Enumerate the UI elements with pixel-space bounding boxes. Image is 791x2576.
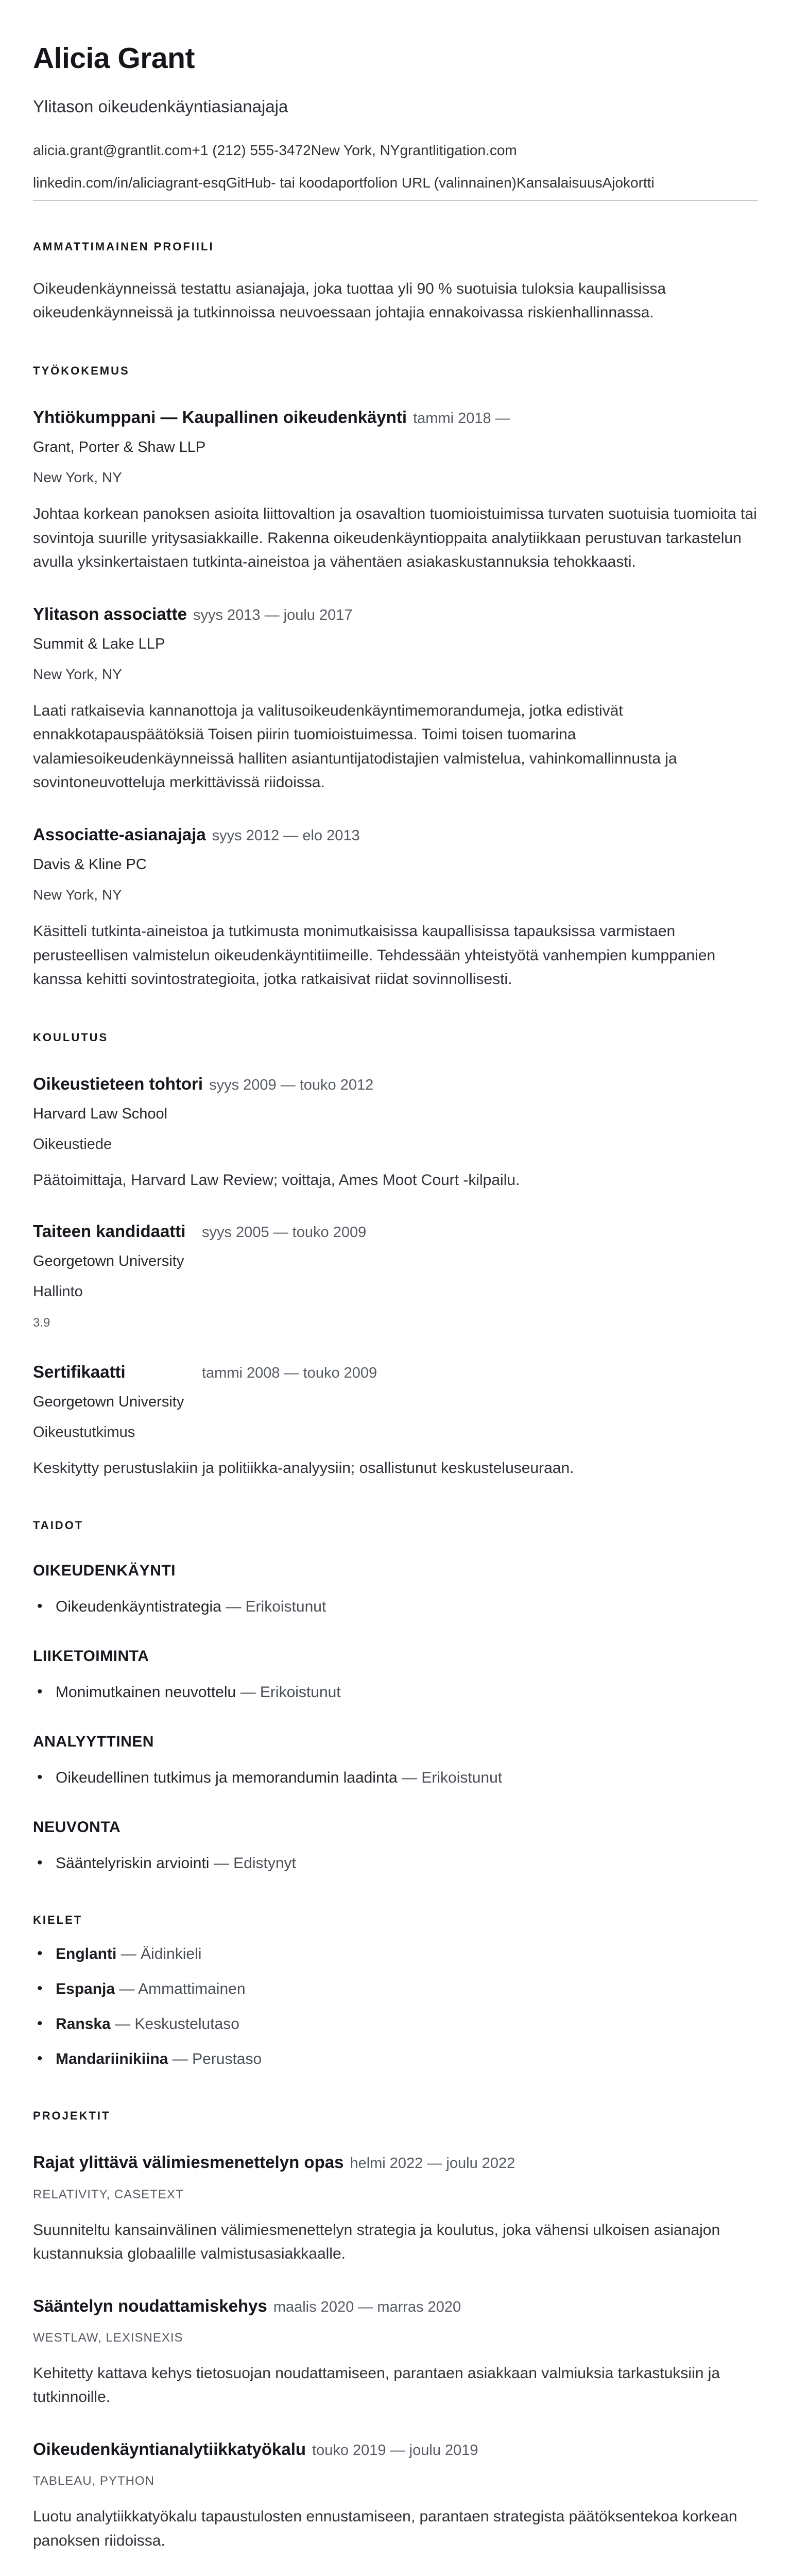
linkedin-text: linkedin.com/in/aliciagrant-esq [33, 174, 227, 191]
degree-title: Sertifikaatti [33, 1362, 126, 1382]
field-of-study: Oikeustiede [33, 1136, 112, 1153]
dash-separator: — [226, 1598, 242, 1616]
job-title: Associatte-asianajaja [33, 824, 206, 844]
dash-separator: — [119, 1980, 135, 1998]
dash-separator: — [115, 2015, 131, 2033]
project-entry [33, 2151, 758, 2266]
project-description: Kehitetty kattava kehys tietosuojan noudattamiseen, parantaen asiakkaan valmiuksia tarkastuksiin ja tutkinnoille. [33, 2364, 720, 2406]
job-head [33, 406, 758, 428]
language-list [33, 1943, 758, 2070]
education-dates: syys 2005 — touko 2009 [202, 1224, 367, 1241]
skill-list [33, 1767, 758, 1789]
license-placeholder-text: Ajokortti [602, 174, 655, 191]
skill-category: ANALYYTTINEN [33, 1733, 154, 1751]
resume-header [33, 43, 758, 201]
dash-separator: — [213, 1855, 229, 1872]
skill-category: OIKEUDENKÄYNTI [33, 1562, 176, 1580]
language-item [33, 1943, 758, 1965]
project-dates: maalis 2020 — marras 2020 [273, 2298, 461, 2315]
job-entry [33, 824, 758, 992]
job-description: Käsitteli tutkinta-aineistoa ja tutkimusta monimutkaisissa kaupallisissa tapauksissa varmistaen perusteellisen valmistelun oikeudenkäyntitiimeille. Tehdessään yhteistyötä vanhempien kumppanien kanssa kehitti sovintostrategioita, jotka ratkaisivat riidat sovinnollisesti. [33, 923, 716, 988]
skill-name: Oikeudenkäyntistrategia [56, 1598, 221, 1616]
skill-level: Erikoistunut [260, 1684, 341, 1701]
section-heading-projects: PROJEKTIT [33, 2109, 111, 2123]
header-divider [33, 200, 758, 201]
skill-item [33, 1596, 758, 1618]
skill-name: Monimutkainen neuvottelu [56, 1684, 236, 1701]
project-tech: WESTLAW, LEXISNEXIS [33, 2330, 183, 2345]
person-title: Ylitason oikeudenkäyntiasianajaja [33, 96, 288, 116]
degree-title: Taiteen kandidaatti [33, 1221, 186, 1241]
skill-level: Erikoistunut [245, 1598, 326, 1616]
skill-list [33, 1682, 758, 1703]
project-description: Luotu analytiikkatyökalu tapaustulosten ennustamiseen, parantaen strategista päätöksentekoa korkean panoksen riidoissa. [33, 2508, 737, 2549]
section-profile [33, 240, 758, 325]
school-name: Georgetown University [33, 1253, 184, 1270]
language-level: Perustaso [192, 2050, 262, 2068]
skill-item [33, 1853, 758, 1874]
job-title: Ylitason associatte [33, 604, 187, 623]
skill-name: Oikeudellinen tutkimus ja memorandumin laadinta [56, 1769, 398, 1787]
section-skills [33, 1519, 758, 1874]
job-location: New York, NY [33, 666, 122, 682]
language-item [33, 2048, 758, 2070]
education-entry [33, 1073, 758, 1192]
contact-row-2 [33, 174, 758, 192]
contact-info [33, 141, 758, 192]
job-description: Laati ratkaisevia kannanottoja ja valitusoikeudenkäyntimemorandumeja, jotka edistivät ennakkotapauspäätöksiä Toisen piirin tuomioistuimessa. Toimi toisen tuomarina valamiesoikeudenkäynneissä halliten asiantuntijatodistajien valmistelua, vahinkomallinnusta ja sovintoneuvotteluja merkittävissä riidoissa. [33, 702, 677, 791]
citizenship-placeholder-text: Kansalaisuus [517, 174, 603, 191]
field-of-study: Hallinto [33, 1283, 83, 1300]
language-item [33, 1978, 758, 2000]
dash-separator: — [121, 1945, 136, 1963]
degree-title: Oikeustieteen tohtori [33, 1074, 203, 1093]
education-note: Päätoimittaja, Harvard Law Review; voittaja, Ames Moot Court -kilpailu. [33, 1171, 520, 1189]
project-dates: touko 2019 — joulu 2019 [312, 2442, 478, 2459]
language-name: Mandariinikiina [56, 2050, 168, 2068]
job-description: Johtaa korkean panoksen asioita liittovaltion ja osavaltion tuomioistuimissa turvaten suotuisia tuomioita tai sovintoja suurille yritysasiakkaille. Rakenna oikeudenkäyntioppaita analytiikkaan perustuvan tarkastelun avulla yksinkertaistaen tutkinta-aineistoa ja vähentäen asiakaskustannuksia tehokkaasti. [33, 505, 757, 571]
field-of-study: Oikeustutkimus [33, 1424, 135, 1441]
skill-name: Sääntelyriskin arviointi [56, 1855, 210, 1872]
project-dates: helmi 2022 — joulu 2022 [350, 2155, 515, 2172]
job-head [33, 824, 758, 845]
job-dates: syys 2013 — joulu 2017 [193, 606, 353, 623]
skill-list [33, 1853, 758, 1874]
language-name: Ranska [56, 2015, 111, 2033]
education-dates: tammi 2008 — touko 2009 [202, 1365, 377, 1382]
skill-category: LIIKETOIMINTA [33, 1648, 149, 1665]
skill-level: Edistynyt [233, 1855, 296, 1872]
section-heading-experience: TYÖKOKEMUS [33, 364, 130, 377]
section-heading-education: KOULUTUS [33, 1030, 109, 1044]
skill-group [33, 1733, 758, 1789]
language-name: Espanja [56, 1980, 115, 1998]
skill-item [33, 1682, 758, 1703]
job-location: New York, NY [33, 469, 122, 486]
skill-category: NEUVONTA [33, 1819, 121, 1836]
project-head [33, 2438, 758, 2460]
skill-level: Erikoistunut [421, 1769, 503, 1787]
job-dates: syys 2012 — elo 2013 [212, 827, 360, 844]
education-dates: syys 2009 — touko 2012 [209, 1076, 374, 1093]
education-head [33, 1361, 758, 1382]
job-dates: tammi 2018 — [413, 410, 510, 427]
person-name: Alicia Grant [33, 42, 195, 75]
job-location: New York, NY [33, 887, 122, 903]
website-text: grantlitigation.com [400, 142, 517, 158]
phone-text: +1 (212) 555-3472 [192, 142, 311, 158]
github-placeholder-text: GitHub- tai koodaportfolion URL (valinnainen) [226, 174, 517, 191]
job-entry [33, 406, 758, 574]
education-head [33, 1221, 758, 1242]
section-education [33, 1031, 758, 1480]
job-entry [33, 603, 758, 795]
language-name: Englanti [56, 1945, 117, 1963]
project-head [33, 2151, 758, 2173]
profile-summary: Oikeudenkäynneissä testattu asianajaja, joka tuottaa yli 90 % suotuisia tuloksia kaupallisissa oikeudenkäynneissä ja tutkinnoissa neuvoessaan johtajia ennakoivassa riskienhallinnassa. [33, 280, 666, 321]
section-heading-profile: AMMATTIMAINEN PROFIILI [33, 240, 214, 253]
skill-group [33, 1819, 758, 1874]
dash-separator: — [402, 1769, 418, 1787]
job-title: Yhtiökumppani — Kaupallinen oikeudenkäynti [33, 407, 407, 427]
skill-item [33, 1767, 758, 1789]
gpa-value: 3.9 [33, 1316, 50, 1330]
job-company: Grant, Porter & Shaw LLP [33, 439, 206, 456]
section-languages [33, 1913, 758, 2070]
language-level: Äidinkieli [141, 1945, 202, 1963]
section-projects [33, 2109, 758, 2553]
contact-row-1 [33, 141, 758, 159]
job-head [33, 603, 758, 624]
project-entry [33, 2438, 758, 2553]
project-title: Sääntelyn noudattamiskehys [33, 2296, 267, 2315]
project-description: Suunniteltu kansainvälinen välimiesmenettelyn strategia ja koulutus, joka vähensi ulkoisen asianajon kustannuksia globaalille valmistusasiakkaalle. [33, 2221, 720, 2263]
dash-separator: — [240, 1684, 256, 1701]
project-head [33, 2295, 758, 2316]
project-title: Oikeudenkäyntianalytiikkatyökalu [33, 2439, 306, 2459]
language-level: Ammattimainen [138, 1980, 246, 1998]
school-name: Harvard Law School [33, 1105, 168, 1122]
skill-group [33, 1648, 758, 1703]
job-company: Davis & Kline PC [33, 856, 147, 873]
school-name: Georgetown University [33, 1394, 184, 1411]
project-title: Rajat ylittävä välimiesmenettelyn opas [33, 2153, 344, 2172]
language-item [33, 2013, 758, 2035]
skill-list [33, 1596, 758, 1618]
project-tech: RELATIVITY, CASETEXT [33, 2187, 184, 2201]
education-entry [33, 1221, 758, 1332]
job-company: Summit & Lake LLP [33, 635, 165, 652]
section-experience [33, 364, 758, 992]
project-entry [33, 2295, 758, 2410]
email-text: alicia.grant@grantlit.com [33, 142, 192, 158]
project-tech: TABLEAU, PYTHON [33, 2474, 154, 2488]
section-heading-skills: TAIDOT [33, 1519, 84, 1532]
section-heading-languages: KIELET [33, 1913, 83, 1927]
dash-separator: — [172, 2050, 188, 2068]
education-entry [33, 1361, 758, 1480]
education-head [33, 1073, 758, 1094]
language-level: Keskustelutaso [134, 2015, 239, 2033]
location-text: New York, NY [311, 142, 400, 158]
education-note: Keskitytty perustuslakiin ja politiikka-analyysiin; osallistunut keskusteluseuraan. [33, 1460, 574, 1477]
skill-group [33, 1562, 758, 1618]
